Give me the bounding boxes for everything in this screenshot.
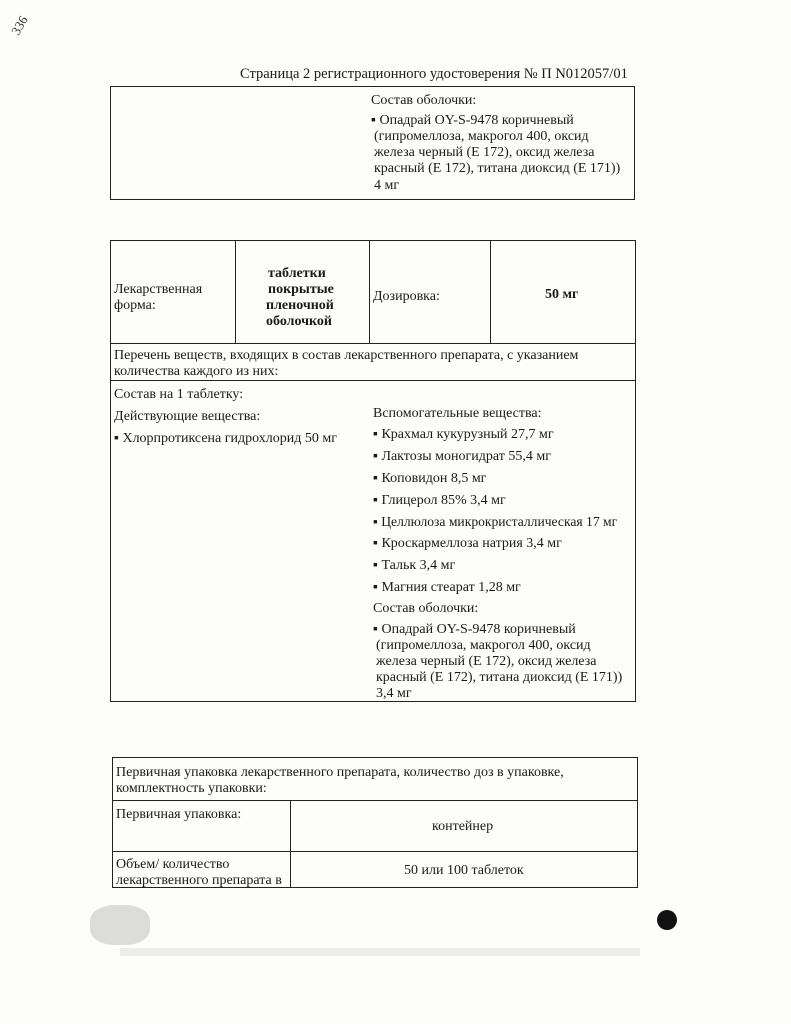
excipients-title: Вспомогательные вещества: (373, 406, 542, 421)
top-coating-title: Состав оболочки: (371, 93, 477, 108)
coating-line: железа черный (Е 172), оксид железа (376, 654, 597, 669)
table-divider (369, 240, 370, 343)
packaging-header: комплектность упаковки: (116, 781, 267, 796)
scan-noise (90, 905, 150, 945)
excipient-item: ▪ Магния стеарат 1,28 мг (373, 580, 521, 595)
scan-noise (120, 948, 640, 956)
per-tablet-title: Состав на 1 таблетку: (114, 387, 244, 402)
excipient-item: ▪ Глицерол 85% 3,4 мг (373, 493, 506, 508)
active-title: Действующие вещества: (114, 409, 261, 424)
table-divider (110, 343, 636, 344)
table-divider (235, 240, 236, 343)
active-item: ▪ Хлорпротиксена гидрохлорид 50 мг (114, 431, 337, 446)
form-value: оболочкой (266, 314, 332, 329)
top-coating-line: красный (Е 172), титана диоксид (Е 171)) (374, 161, 621, 176)
top-coating-line: железа черный (Е 172), оксид железа (374, 145, 595, 160)
excipient-item: ▪ Тальк 3,4 мг (373, 558, 456, 573)
table-divider (110, 380, 636, 381)
table-divider (112, 851, 638, 852)
list-header: количества каждого из них: (114, 364, 279, 379)
coating-line: красный (Е 172), титана диоксид (Е 171)) (376, 670, 623, 685)
table-divider (112, 800, 638, 801)
table-divider (290, 800, 291, 888)
coating-line: ▪ Опадрай OY-S-9478 коричневый (373, 622, 576, 637)
packaging-header: Первичная упаковка лекарственного препарата, количество доз в упаковке, (116, 765, 564, 780)
excipient-item: ▪ Крахмал кукурузный 27,7 мг (373, 427, 554, 442)
dose-label: Дозировка: (373, 289, 440, 304)
excipient-item: ▪ Кроскармеллоза натрия 3,4 мг (373, 536, 562, 551)
page-header: Страница 2 регистрационного удостоверения № П N012057/01 (240, 66, 628, 82)
volume-value: 50 или 100 таблеток (404, 863, 524, 878)
form-value: таблетки (268, 266, 326, 281)
top-coating-line: 4 мг (374, 178, 400, 193)
primary-pack-value: контейнер (432, 819, 494, 834)
form-value: покрытые (268, 282, 334, 297)
coating-line: 3,4 мг (376, 686, 412, 701)
dose-value: 50 мг (545, 287, 579, 302)
excipient-item: ▪ Целлюлоза микрокристаллическая 17 мг (373, 514, 618, 529)
coating-line: (гипромеллоза, макрогол 400, оксид (376, 638, 591, 653)
top-coating-line: ▪ Опадрай OY-S-9478 коричневый (371, 113, 574, 128)
table-divider (490, 240, 491, 343)
top-coating-line: (гипромеллоза, макрогол 400, оксид (374, 129, 589, 144)
excipient-item: ▪ Лактозы моногидрат 55,4 мг (373, 449, 551, 464)
scan-dot (657, 910, 677, 930)
form-label: форма: (114, 298, 156, 313)
volume-label: лекарственного препарата в (116, 873, 282, 888)
list-header: Перечень веществ, входящих в состав лекарственного препарата, с указанием (114, 348, 579, 363)
form-value: пленочной (266, 298, 334, 313)
coating-title: Состав оболочки: (373, 601, 479, 616)
primary-pack-label: Первичная упаковка: (116, 807, 242, 822)
volume-label: Объем/ количество (116, 857, 230, 872)
form-label: Лекарственная (114, 282, 203, 297)
handwritten-page-number: 336 (8, 13, 31, 38)
excipient-item: ▪ Коповидон 8,5 мг (373, 471, 487, 486)
